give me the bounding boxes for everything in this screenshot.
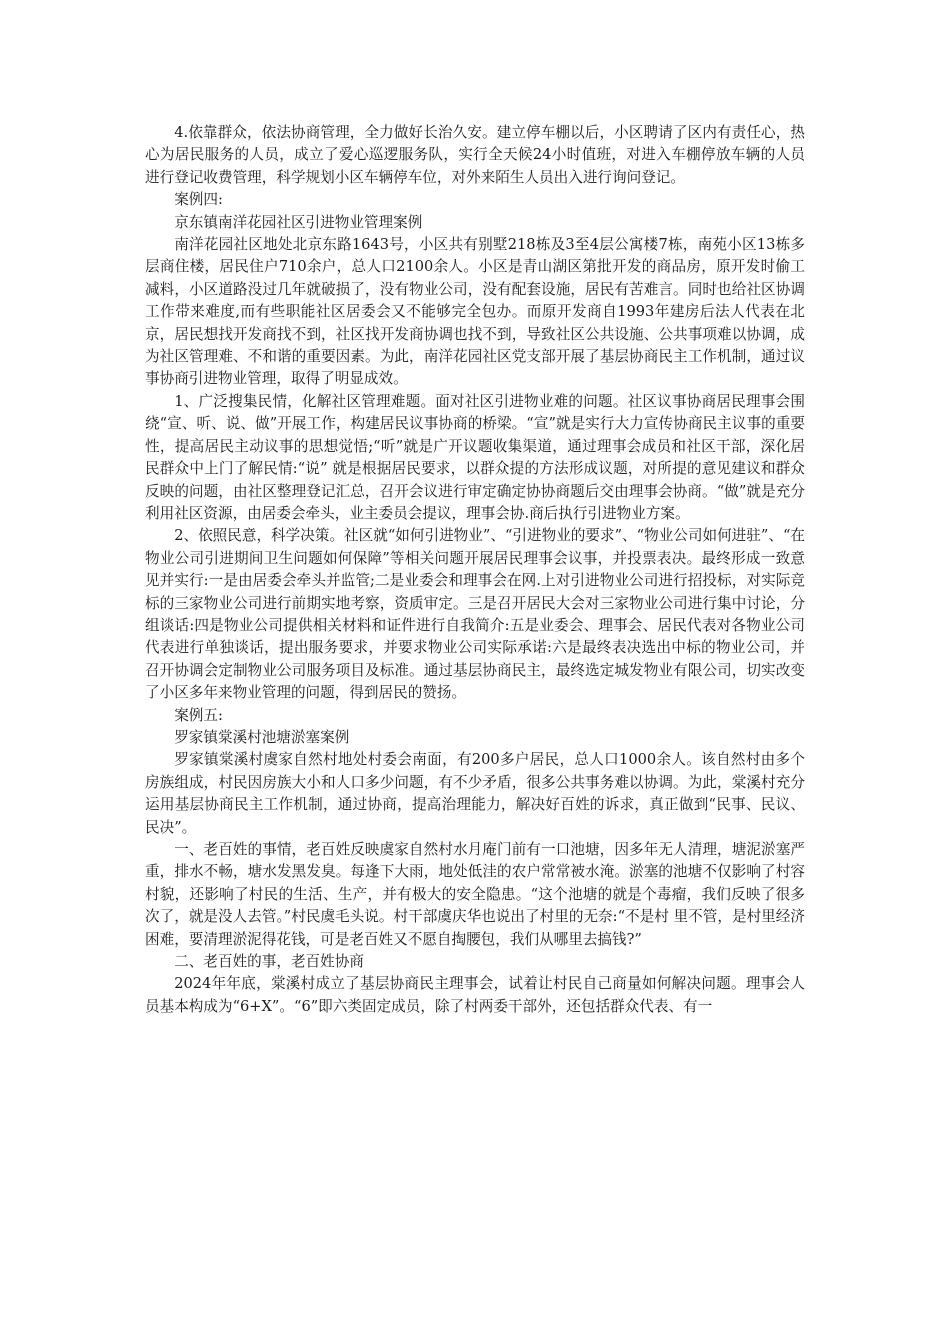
paragraph-case-four-point-2: 2、依照民意，科学决策。社区就“如何引进物业”、“引进物业的要求”、“物业公司如何进驻”、“在物业公司引进期间卫生问题如何保障”等相关问题开展居民理事会议事，并投票表决。最终形成一致意见并实行:一是由居委会牵头并监管;二是业委会和理事会在网.上对引进物业公司进行招投标，对实际竞标的三家物业公司进行前期实地考察，资质审定。三是召开居民大会对三家物业公司进行集中讨论，分组谈话:四是物业公司提供相关材料和证件进行自我简介:五是业委会、理事会、居民代表对各物业公司代表进行单独谈话，提出服务要求，并要求物业公司实际承诺:六是最终表决选出中标的物业公司，并召开协调会定制物业公司服务项目及标准。通过基层协商民主，最终选定城发物业有限公司，切实改变了小区多年来物业管理的问题，得到居民的赞扬。 <box>145 527 805 702</box>
case-five-title: 罗家镇棠溪村池塘淤塞案例 <box>174 728 350 746</box>
case-five-label: 案例五: <box>174 706 223 724</box>
case-five-subheading-2: 二、老百姓的事，老百姓协商 <box>174 953 364 971</box>
paragraph-case-five-point-2: 2024年年底，棠溪村成立了基层协商民主理事会，试着让村民自己商量如何解决问题。理事会人员基本构成为“6+X”。“6”即六类固定成员，除了村两委干部外，还包括群众代表、有一 <box>145 975 805 1015</box>
case-four-label: 案例四: <box>174 191 223 209</box>
paragraph-case-five-point-1: 一、老百姓的事情，老百姓反映虞家自然村水月庵门前有一口池塘，因多年无人清理，塘泥淤塞严重，排水不畅，塘水发黑发臭。每逢下大雨，地处低洼的农户常常被水淹。淤塞的池塘不仅影响了村容村貌，还影响了村民的生活、生产，并有极大的安全隐患。“这个池塘的就是个毒瘤，我们反映了很多次了，就是没人去管。”村民虞毛头说。村干部虞庆华也说出了村里的无奈:“不是村 里不管，是村里经济困难，要清理淤泥得花钱，可是老百姓又不愿自掏腰包，我们从哪里去搞钱?” <box>145 841 805 948</box>
paragraph-case-four-intro: 南洋花园社区地处北京东路1643号，小区共有别墅218栋及3至4层公寓楼7栋，南苑小区13栋多层商住楼，居民住户710余户，总人口2100余人。小区是青山湖区第批开发的商品房，原开发时偷工减料，小区道路没过几年就破损了，没有物业公司，没有配套设施，居民有苦难言。同时也给社区协调工作带来难度,而有些职能社区居委会又不能够完全包办。而原开发商自1993年建房后法人代表在北京，居民想找开发商找不到，社区找开发商协调也找不到，导致社区公共设施、公共事项难以协调，成为社区管理难、不和谐的重要因素。为此，南洋花园社区党支部开展了基层协商民主工作机制，通过议事协商引进物业管理，取得了明显成效。 <box>145 236 805 388</box>
paragraph-case-four-point-1: 1、广泛搜集民情，化解社区管理难题。面对社区引进物业难的问题。社区议事协商居民理事会围绕“宣、听、说、做”开展工作，构建居民议事协商的桥梁。“宣”就是实行大力宣传协商民主议事的重要性，提高居民主动议事的思想觉悟;“听”就是广开议题收集渠道，通过理事会成员和社区干部，深化居民群众中上门了解民情:“说” 就是根据居民要求，以群众提的方法形成议题，对所提的意见建议和群众反映的问题，由社区整理登记汇总，召开会议进行审定确定协协商题后交由理事会协商。“做”就是充分利用社区资源，由居委会牵头，业主委员会提议，理事会协.商后执行引进物业方案。 <box>145 392 805 522</box>
case-four-title: 京东镇南洋花园社区引进物业管理案例 <box>174 213 423 231</box>
paragraph-1: 4.依靠群众，依法协商管理，全力做好长治久安。建立停车棚以后，小区聘请了区内有责任心，热心为居民服务的人员，成立了爱心巡逻服务队，实行全天候24小时值班，对进入车棚停放车辆的人员进行登记收费管理，科学规划小区车辆停车位，对外来陌生人员出入进行询问登记。 <box>145 124 805 186</box>
paragraph-case-five-intro: 罗家镇棠溪村虞家自然村地处村委会南面，有200多户居民，总人口1000余人。该自然村由多个房族组成，村民因房族大小和人口多少问题，有不少矛盾，很多公共事务难以协调。为此，棠溪村充分运用基层协商民主工作机制，通过协商，提高治理能力，解决好百姓的诉求，真正做到“民事、民议、民决”。 <box>145 751 805 836</box>
document-body <box>145 122 805 1018</box>
